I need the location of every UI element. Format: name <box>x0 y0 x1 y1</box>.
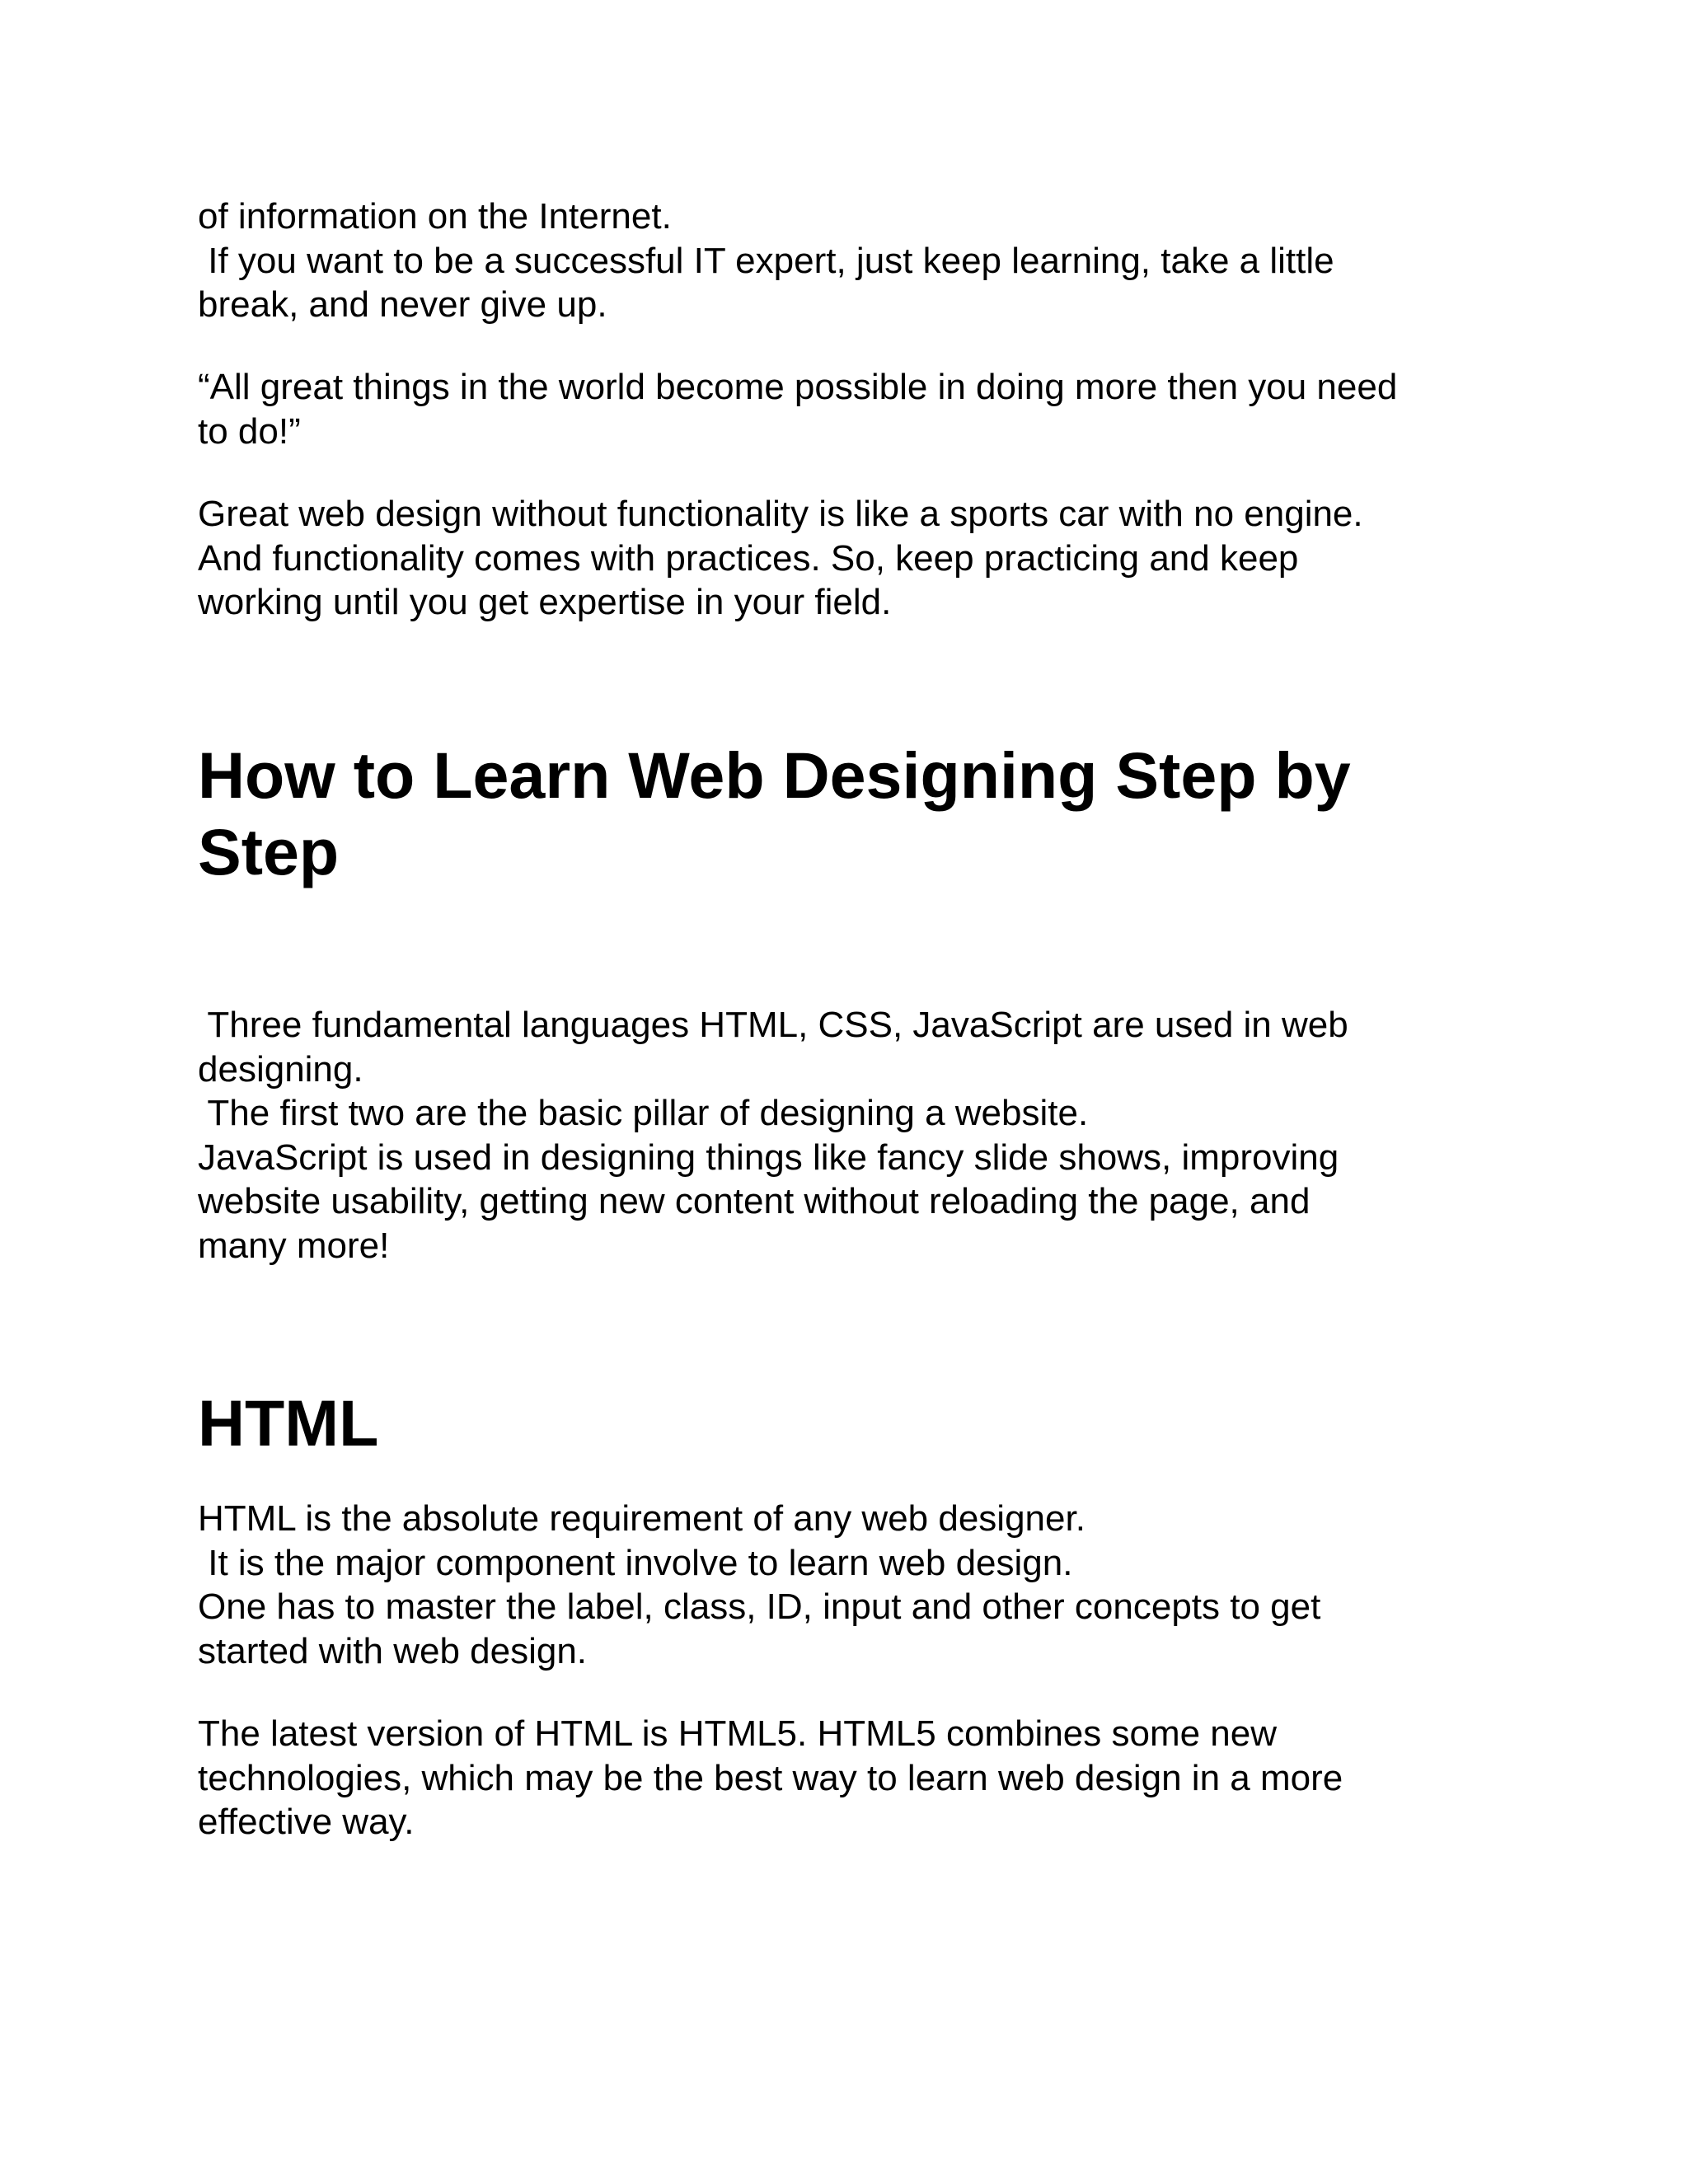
text-line: working until you get expertise in your field. <box>198 582 892 622</box>
text-line: JavaScript is used in designing things like fancy slide shows, improving <box>198 1137 1339 1178</box>
heading-line: HTML <box>198 1386 379 1460</box>
learn-paragraph <box>198 1003 1533 1268</box>
text-line: started with web design. <box>198 1630 588 1671</box>
intro-paragraph <box>198 194 1533 327</box>
text-line: The first two are the basic pillar of designing a website. <box>198 1093 1089 1133</box>
text-line: to do!” <box>198 410 301 452</box>
section-heading-html <box>198 1385 1533 1461</box>
text-line: website usability, getting new content without reloading the page, and <box>198 1181 1311 1221</box>
section-heading-learn <box>198 737 1533 890</box>
text-line: HTML is the absolute requirement of any web designer. <box>198 1498 1085 1539</box>
text-line: The latest version of HTML is HTML5. HTML5 combines some new <box>198 1713 1278 1754</box>
text-line: designing. <box>198 1048 363 1090</box>
text-line: technologies, which may be the best way to learn web design in a more <box>198 1757 1343 1798</box>
text-line: One has to master the label, class, ID, input and other concepts to get <box>198 1586 1321 1627</box>
html-paragraph-2 <box>198 1712 1533 1844</box>
text-line: Three fundamental languages HTML, CSS, JavaScript are used in web <box>198 1005 1348 1045</box>
text-line: many more! <box>198 1225 390 1266</box>
heading-line: How to Learn Web Designing Step by <box>198 738 1351 812</box>
text-line: effective way. <box>198 1802 415 1842</box>
text-line: break, and never give up. <box>198 284 607 325</box>
quote-paragraph <box>198 365 1533 453</box>
text-line: of information on the Internet. <box>198 196 672 237</box>
text-line: And functionality comes with practices. So, keep practicing and keep <box>198 537 1299 579</box>
text-line: If you want to be a successful IT expert, just keep learning, take a little <box>198 240 1334 281</box>
text-line: Great web design without functionality is like a sports car with no engine. <box>198 494 1363 534</box>
html-paragraph-1 <box>198 1497 1533 1673</box>
heading-line: Step <box>198 815 340 888</box>
text-line: It is the major component involve to learn web design. <box>198 1542 1073 1583</box>
functionality-paragraph <box>198 492 1533 625</box>
text-line: “All great things in the world become possible in doing more then you need <box>198 367 1398 407</box>
